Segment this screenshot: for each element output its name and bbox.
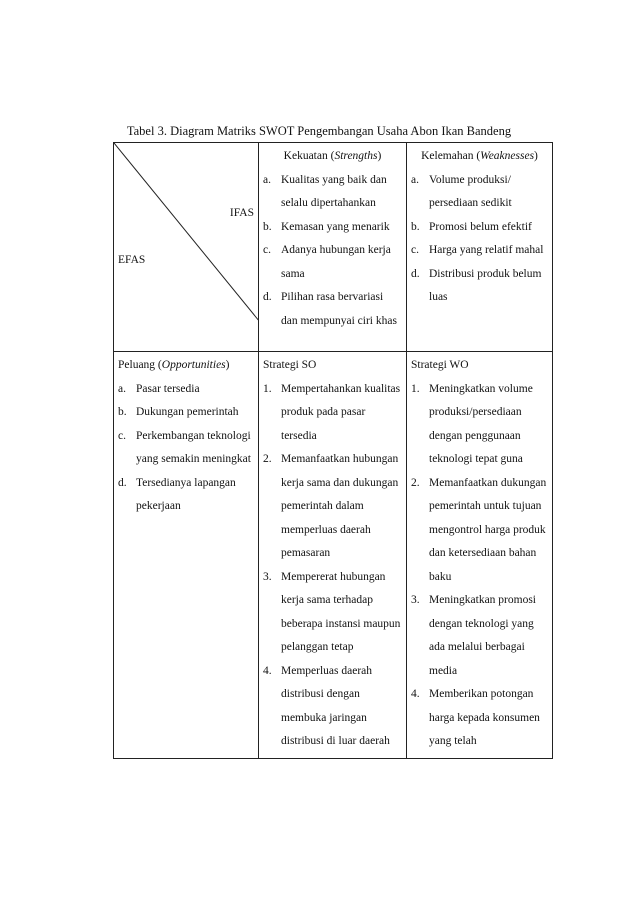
item-marker: d. <box>411 267 420 280</box>
item-marker: 1. <box>411 382 420 395</box>
opportunities-heading: Peluang (Opportunities) <box>118 359 230 371</box>
item-marker: a. <box>411 173 419 186</box>
item-text: Kualitas yang baik dan selalu dipertahankan <box>281 173 387 209</box>
opportunities-list <box>118 378 254 519</box>
strengths-list <box>263 169 402 334</box>
swot-matrix-table <box>113 142 553 759</box>
item-text: Mempertahankan kualitas produk pada pasar tersedia <box>281 382 401 442</box>
weaknesses-cell <box>407 143 553 352</box>
list-item <box>263 448 402 566</box>
header-row <box>114 143 553 352</box>
table-caption: Tabel 3. Diagram Matriks SWOT Pengembangan Usaha Abon Ikan Bandeng <box>126 124 512 138</box>
item-marker: 2. <box>263 453 272 465</box>
list-item <box>118 425 254 472</box>
item-text: Meningkatkan promosi dengan teknologi yang ada melalui berbagai media <box>429 594 536 677</box>
item-text: Memperluas daerah distribusi dengan membuka jaringan distribusi di luar daerah <box>281 664 390 747</box>
item-marker: b. <box>411 220 420 233</box>
list-item <box>118 401 254 425</box>
so-heading: Strategi SO <box>263 359 317 371</box>
list-item <box>263 378 402 449</box>
ifas-efas-corner-cell <box>114 143 259 352</box>
item-marker: c. <box>263 244 271 256</box>
list-item <box>118 378 254 402</box>
list-item <box>411 589 548 683</box>
weaknesses-heading: Kelemahan (Weaknesses) <box>421 150 538 162</box>
item-text: Tersedianya lapangan pekerjaan <box>136 476 236 512</box>
list-item <box>411 683 548 754</box>
list-item <box>411 472 548 590</box>
item-text: Harga yang relatif mahal <box>429 244 544 256</box>
item-text: Memanfaatkan dukungan pemerintah untuk tujuan mengontrol harga produk dan ketersediaan bahan baku <box>429 476 547 583</box>
list-item <box>411 169 548 216</box>
list-item <box>263 286 402 333</box>
strengths-cell <box>259 143 407 352</box>
opportunities-cell <box>114 352 259 759</box>
item-marker: 4. <box>411 688 420 700</box>
list-item <box>263 216 402 240</box>
item-text: Distribusi produk belum luas <box>429 267 542 303</box>
list-item <box>263 566 402 660</box>
list-item <box>263 169 402 216</box>
list-item <box>411 239 548 263</box>
item-text: Memberikan potongan harga kepada konsumen yang telah <box>429 688 540 747</box>
item-marker: 3. <box>411 594 420 606</box>
item-text: Adanya hubungan kerja sama <box>281 244 391 280</box>
item-text: Pilihan rasa bervariasi dan mempunyai ciri khas <box>281 291 397 327</box>
weaknesses-list <box>411 169 548 310</box>
list-item <box>411 263 548 310</box>
item-text: Meningkatkan volume produksi/persediaan dengan penggunaan teknologi tepat guna <box>429 382 533 465</box>
item-text: Volume produksi/ persediaan sedikit <box>429 173 512 209</box>
item-marker: 1. <box>263 382 272 395</box>
list-item <box>411 216 548 240</box>
item-marker: c. <box>411 244 419 256</box>
item-text: Dukungan pemerintah <box>136 406 239 418</box>
strengths-heading: Kekuatan (Strengths) <box>283 150 382 162</box>
diagonal-divider <box>114 143 259 351</box>
item-text: Pasar tersedia <box>136 382 200 395</box>
item-marker: 3. <box>263 570 272 583</box>
item-marker: b. <box>263 220 272 233</box>
item-text: Mempererat hubungan kerja sama terhadap beberapa instansi maupun pelanggan tetap <box>281 570 401 653</box>
item-marker: d. <box>263 291 272 303</box>
ifas-label: IFAS <box>229 207 254 219</box>
list-item <box>118 472 254 519</box>
item-marker: c. <box>118 429 126 442</box>
item-marker: 2. <box>411 476 420 489</box>
item-text: Kemasan yang menarik <box>281 220 390 233</box>
efas-label: EFAS <box>118 254 146 266</box>
item-marker: a. <box>263 173 271 186</box>
wo-heading: Strategi WO <box>411 359 469 371</box>
item-text: Memanfaatkan hubungan kerja sama dan dukungan pemerintah dalam memperluas daerah pemasaran <box>281 453 399 559</box>
list-item <box>411 378 548 472</box>
wo-strategy-cell <box>407 352 553 759</box>
item-marker: b. <box>118 406 127 418</box>
opportunities-row <box>114 352 553 759</box>
list-item <box>263 660 402 754</box>
item-marker: 4. <box>263 664 272 677</box>
item-text: Promosi belum efektif <box>429 220 532 233</box>
item-text: Perkembangan teknologi yang semakin meningkat <box>136 429 251 465</box>
item-marker: a. <box>118 382 126 395</box>
wo-list <box>411 378 548 754</box>
so-strategy-cell <box>259 352 407 759</box>
item-marker: d. <box>118 476 127 489</box>
so-list <box>263 378 402 754</box>
list-item <box>263 239 402 286</box>
